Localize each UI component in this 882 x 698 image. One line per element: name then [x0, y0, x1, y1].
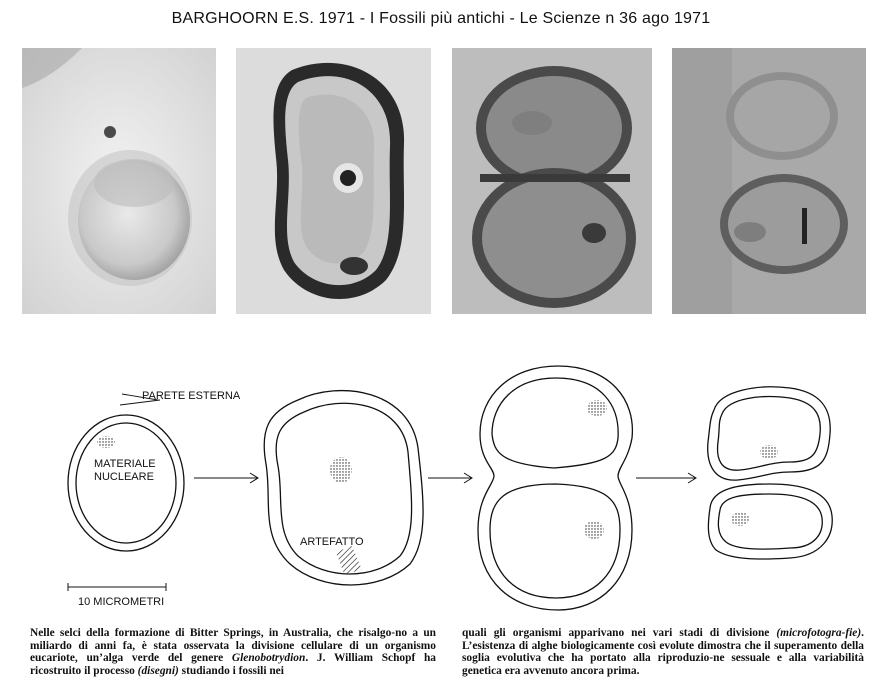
caption-right-part-2: . L’esistenza di alghe biologicamente così evolute dimostra che il superamento della soglia evolutiva che ha portato alla riproduzio-ne sessuale e alla variabilità genetica era avvenuto ancora prima. [462, 627, 864, 677]
caption-left-part-3: studiando i fossili nei [178, 664, 284, 677]
caption-right [462, 627, 864, 677]
micrograph-stage-1 [22, 48, 216, 314]
caption-micrographs: (microfotogra-fie) [776, 627, 862, 639]
nuclear-material-dot-4b [731, 512, 749, 526]
scale-label: 10 MICROMETRI [78, 596, 165, 608]
micrograph-stage-3 [452, 48, 652, 314]
micrograph-stage-2 [236, 48, 431, 314]
arrow-1 [194, 473, 258, 483]
drawing-cell-stage-4-top [708, 387, 831, 480]
nuclear-material-dot-3a [587, 400, 607, 416]
caption-left-part-2: . J. William Schopf ha ricostruito il processo [30, 652, 436, 677]
arrow-3 [636, 473, 696, 483]
label-artifact: ARTEFATTO [300, 536, 364, 548]
division-drawings [0, 360, 882, 615]
scale-bar [68, 583, 166, 591]
page-header: BARGHOORN E.S. 1971 - I Fossili più antichi - Le Scienze n 36 ago 1971 [171, 10, 711, 27]
arrow-2 [428, 473, 472, 483]
drawing-cell-stage-4-bottom [708, 484, 832, 559]
nuclear-material-dot-2 [330, 457, 352, 483]
nuclear-material-dot-3b [584, 521, 604, 539]
caption-left-part-1: Nelle selci della formazione di Bitter Springs, in Australia, che risalgo-no a un miliardo di anni fa, è stata osservata la divisione cellulare di un organismo eucariote, un’alga verde del genere [30, 627, 436, 665]
caption-left [30, 627, 436, 677]
label-nuclear-material-2: NUCLEARE [94, 471, 154, 483]
drawing-cell-stage-3 [478, 366, 632, 610]
label-nuclear-material-1: MATERIALE [94, 458, 156, 470]
nuclear-material-dot-4a [760, 445, 778, 459]
label-outer-wall: PARETE ESTERNA [142, 390, 241, 402]
caption-genus: Glenobotrydion [231, 652, 306, 665]
micrograph-stage-4 [672, 48, 866, 314]
caption-right-part-1: quali gli organismi apparivano nei vari stadi di divisione [462, 627, 777, 639]
drawing-cell-stage-1 [68, 415, 184, 551]
nuclear-material-dot-1 [97, 436, 115, 448]
caption-drawings: (disegni) [137, 664, 179, 677]
